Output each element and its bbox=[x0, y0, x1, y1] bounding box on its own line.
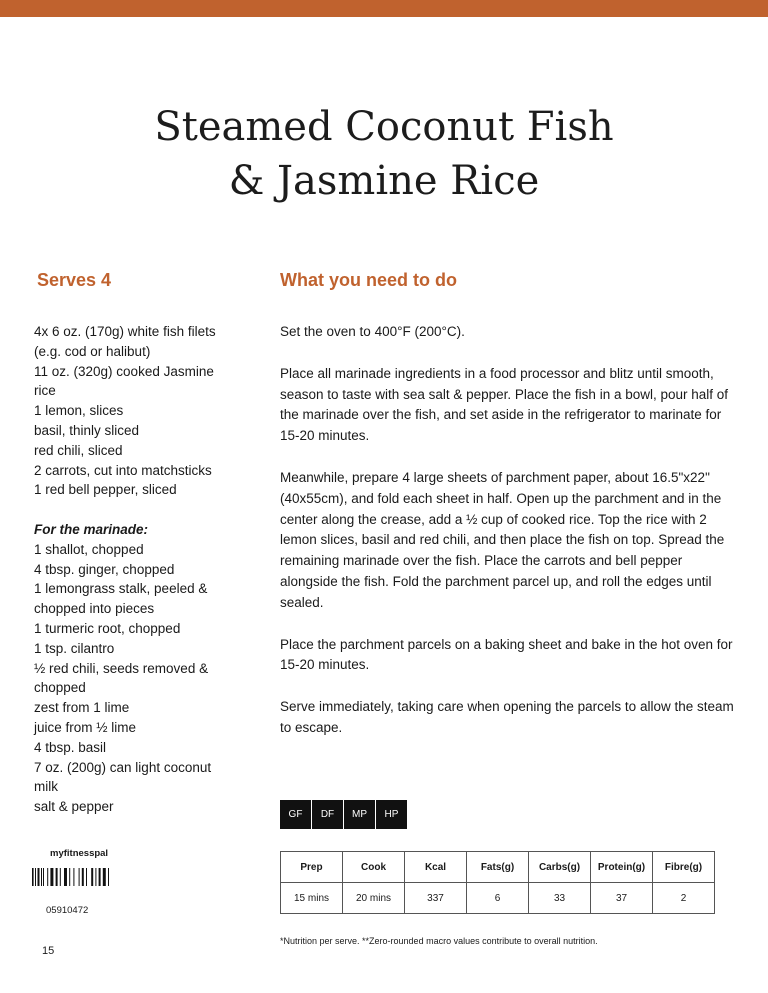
top-accent-bar bbox=[0, 0, 768, 17]
ingredient-line: zest from 1 lime bbox=[34, 700, 130, 716]
nutrition-header-row bbox=[281, 852, 715, 883]
ingredient-gap bbox=[34, 500, 249, 520]
method-step: Place all marinade ingredients in a food processor and blitz until smooth, season to taste with sea salt & pepper. Place the fish in a bowl, pour half of the marinade over the fish, and set aside in the refrigerator to marinate for 15-20 minutes. bbox=[280, 365, 729, 444]
ingredient-line: 1 lemongrass stalk, peeled & bbox=[34, 581, 208, 597]
nutrition-header-cell: Fibre(g) bbox=[653, 852, 715, 883]
nutrition-header-cell: Cook bbox=[343, 852, 405, 883]
ingredient-line: 4 tbsp. ginger, chopped bbox=[34, 561, 175, 577]
method-step: Serve immediately, taking care when opening the parcels to allow the steam to escape. bbox=[280, 699, 734, 735]
ingredient-line: rice bbox=[34, 383, 56, 399]
ingredient-line: basil, thinly sliced bbox=[34, 422, 140, 438]
diet-tag-mp: MP bbox=[344, 800, 375, 829]
ingredient-line: ½ red chili, seeds removed & bbox=[34, 660, 209, 676]
barcode-number: 05910472 bbox=[46, 905, 89, 916]
nutrition-value-cell: 37 bbox=[591, 883, 653, 914]
ingredient-line: juice from ½ lime bbox=[34, 719, 137, 735]
ingredient-line: 2 carrots, cut into matchsticks bbox=[34, 462, 212, 478]
ingredient-line: 1 shallot, chopped bbox=[34, 541, 144, 557]
brand-name: myfitnesspal bbox=[50, 848, 109, 859]
nutrition-value-cell: 20 mins bbox=[343, 883, 405, 914]
ingredient-line: 7 oz. (200g) can light coconut bbox=[34, 759, 212, 775]
ingredient-line: salt & pepper bbox=[34, 799, 114, 815]
nutrition-value-cell: 2 bbox=[653, 883, 715, 914]
method-step: Meanwhile, prepare 4 large sheets of parchment paper, about 16.5"x22" (40x55cm), and fold each sheet in half. Open up the parchment and in the center along the crease, add a ½ cup of cooked rice. Top the rice with 2 lemon slices, basil and red chili, and then place the fish on top. Spread the remaining marinade over the fish. Place the carrots and bell pepper alongside the fish. Fold the parchment parcel up, and roll the edges until sealed. bbox=[280, 469, 725, 610]
ingredient-line: 1 red bell pepper, sliced bbox=[34, 482, 177, 498]
method-steps bbox=[280, 322, 735, 760]
diet-tag-df: DF bbox=[312, 800, 343, 829]
ingredient-line: chopped bbox=[34, 680, 86, 696]
diet-tag-gf: GF bbox=[280, 800, 311, 829]
ingredient-line: (e.g. cod or halibut) bbox=[34, 343, 151, 359]
ingredient-line: 4 tbsp. basil bbox=[34, 739, 107, 755]
nutrition-table bbox=[280, 851, 715, 914]
nutrition-footnote: *Nutrition per serve. **Zero-rounded macro values contribute to overall nutrition. bbox=[280, 936, 598, 946]
nutrition-value-row bbox=[281, 883, 715, 914]
nutrition-value-cell: 337 bbox=[405, 883, 467, 914]
ingredient-line: red chili, sliced bbox=[34, 442, 123, 458]
method-step: Set the oven to 400°F (200°C). bbox=[280, 324, 465, 339]
ingredient-line: 11 oz. (320g) cooked Jasmine bbox=[34, 363, 214, 379]
barcode-icon bbox=[32, 864, 122, 904]
nutrition-header-cell: Kcal bbox=[405, 852, 467, 883]
diet-tags bbox=[280, 800, 407, 829]
recipe-title-line-2: & Jasmine Rice bbox=[228, 158, 540, 204]
ingredient-line: 1 lemon, slices bbox=[34, 403, 124, 419]
nutrition-header-cell: Fats(g) bbox=[467, 852, 529, 883]
ingredient-line: 1 turmeric root, chopped bbox=[34, 620, 181, 636]
nutrition-value-cell: 33 bbox=[529, 883, 591, 914]
nutrition-header-cell: Prep bbox=[281, 852, 343, 883]
recipe-title bbox=[0, 100, 768, 208]
nutrition-header-cell: Protein(g) bbox=[591, 852, 653, 883]
ingredient-line: milk bbox=[34, 779, 58, 795]
nutrition-value-cell: 6 bbox=[467, 883, 529, 914]
nutrition-header-cell: Carbs(g) bbox=[529, 852, 591, 883]
ingredient-line: 4x 6 oz. (170g) white fish filets bbox=[34, 324, 216, 339]
page-number: 15 bbox=[42, 945, 55, 957]
ingredient-line: chopped into pieces bbox=[34, 601, 155, 617]
marinade-subheading: For the marinade: bbox=[34, 521, 149, 537]
method-heading: What you need to do bbox=[280, 270, 457, 290]
diet-tag-hp: HP bbox=[376, 800, 407, 829]
method-step: Place the parchment parcels on a baking sheet and bake in the hot oven for 15-20 minutes. bbox=[280, 636, 733, 673]
recipe-title-line-1: Steamed Coconut Fish bbox=[154, 104, 614, 150]
nutrition-value-cell: 15 mins bbox=[281, 883, 343, 914]
ingredients-list bbox=[34, 322, 249, 817]
servings-heading: Serves 4 bbox=[37, 270, 112, 290]
ingredient-line: 1 tsp. cilantro bbox=[34, 640, 115, 656]
